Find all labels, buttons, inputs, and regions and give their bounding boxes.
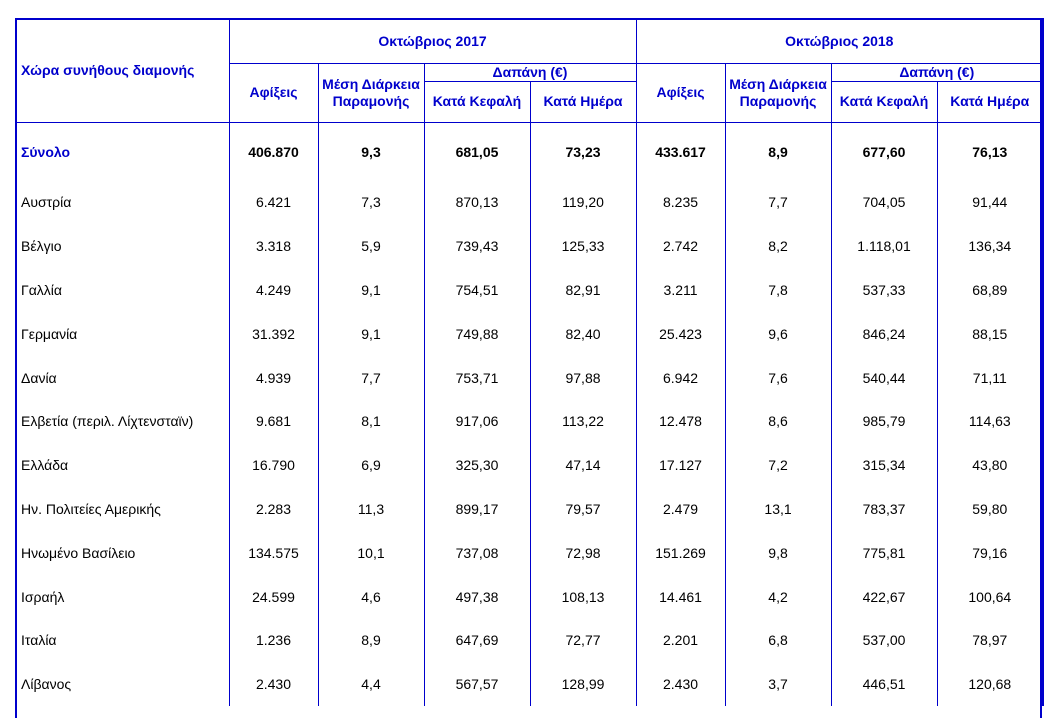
value-cell: 97,88 bbox=[530, 356, 636, 400]
value-cell: 422,67 bbox=[831, 575, 937, 619]
table-row bbox=[16, 662, 1043, 706]
tourism-table bbox=[15, 18, 1044, 706]
value-cell: 917,06 bbox=[424, 399, 530, 443]
value-cell: 91,44 bbox=[937, 181, 1043, 225]
value-cell: 3.211 bbox=[636, 268, 725, 312]
country-cell: Ελλάδα bbox=[16, 443, 229, 487]
value-cell: 2.283 bbox=[229, 487, 318, 531]
value-cell: 8,1 bbox=[318, 399, 424, 443]
value-cell: 113,22 bbox=[530, 399, 636, 443]
value-cell: 7,3 bbox=[318, 181, 424, 225]
value-cell: 47,14 bbox=[530, 443, 636, 487]
country-cell: Αυστρία bbox=[16, 181, 229, 225]
value-cell: 4.939 bbox=[229, 356, 318, 400]
value-cell: 136,34 bbox=[937, 224, 1043, 268]
value-cell: 120,68 bbox=[937, 662, 1043, 706]
value-cell: 446,51 bbox=[831, 662, 937, 706]
value-cell: 151.269 bbox=[636, 531, 725, 575]
value-cell: 82,40 bbox=[530, 312, 636, 356]
value-cell: 114,63 bbox=[937, 399, 1043, 443]
value-cell: 12.478 bbox=[636, 399, 725, 443]
table-row bbox=[16, 268, 1043, 312]
country-cell: Ηνωμένο Βασίλειο bbox=[16, 531, 229, 575]
value-cell: 79,57 bbox=[530, 487, 636, 531]
total-cell: 76,13 bbox=[937, 122, 1043, 181]
value-cell: 13,1 bbox=[725, 487, 831, 531]
value-cell: 7,2 bbox=[725, 443, 831, 487]
value-cell: 3.318 bbox=[229, 224, 318, 268]
value-cell: 25.423 bbox=[636, 312, 725, 356]
value-cell: 6,9 bbox=[318, 443, 424, 487]
value-cell: 31.392 bbox=[229, 312, 318, 356]
total-label: Σύνολο bbox=[16, 122, 229, 181]
value-cell: 7,7 bbox=[318, 356, 424, 400]
country-cell: Ισραήλ bbox=[16, 575, 229, 619]
value-cell: 9.681 bbox=[229, 399, 318, 443]
value-cell: 108,13 bbox=[530, 575, 636, 619]
table-row bbox=[16, 618, 1043, 662]
value-cell: 68,89 bbox=[937, 268, 1043, 312]
value-cell: 88,15 bbox=[937, 312, 1043, 356]
value-cell: 16.790 bbox=[229, 443, 318, 487]
value-cell: 9,1 bbox=[318, 312, 424, 356]
value-cell: 11,3 bbox=[318, 487, 424, 531]
value-cell: 3,7 bbox=[725, 662, 831, 706]
value-cell: 71,11 bbox=[937, 356, 1043, 400]
value-cell: 739,43 bbox=[424, 224, 530, 268]
value-cell: 1.236 bbox=[229, 618, 318, 662]
value-cell: 7,7 bbox=[725, 181, 831, 225]
country-cell: Βέλγιο bbox=[16, 224, 229, 268]
value-cell: 737,08 bbox=[424, 531, 530, 575]
total-cell: 73,23 bbox=[530, 122, 636, 181]
table-row bbox=[16, 181, 1043, 225]
value-cell: 4.249 bbox=[229, 268, 318, 312]
value-cell: 2.430 bbox=[636, 662, 725, 706]
value-cell: 775,81 bbox=[831, 531, 937, 575]
value-cell: 5,9 bbox=[318, 224, 424, 268]
value-cell: 537,00 bbox=[831, 618, 937, 662]
value-cell: 10,1 bbox=[318, 531, 424, 575]
total-cell: 433.617 bbox=[636, 122, 725, 181]
value-cell: 4,2 bbox=[725, 575, 831, 619]
value-cell: 497,38 bbox=[424, 575, 530, 619]
value-cell: 567,57 bbox=[424, 662, 530, 706]
country-column-header: Χώρα συνήθους διαμονής bbox=[16, 19, 229, 122]
value-cell: 14.461 bbox=[636, 575, 725, 619]
value-cell: 9,1 bbox=[318, 268, 424, 312]
value-cell: 78,97 bbox=[937, 618, 1043, 662]
value-cell: 870,13 bbox=[424, 181, 530, 225]
value-cell: 82,91 bbox=[530, 268, 636, 312]
spending-2018-header: Δαπάνη (€) bbox=[831, 63, 1043, 81]
value-cell: 43,80 bbox=[937, 443, 1043, 487]
country-cell: Ην. Πολιτείες Αμερικής bbox=[16, 487, 229, 531]
table-row bbox=[16, 531, 1043, 575]
value-cell: 17.127 bbox=[636, 443, 725, 487]
spending-2017-header: Δαπάνη (€) bbox=[424, 63, 636, 81]
per-head-2018-header: Κατά Κεφαλή bbox=[831, 81, 937, 122]
table-row bbox=[16, 443, 1043, 487]
value-cell: 753,71 bbox=[424, 356, 530, 400]
value-cell: 8.235 bbox=[636, 181, 725, 225]
country-cell: Γαλλία bbox=[16, 268, 229, 312]
total-cell: 8,9 bbox=[725, 122, 831, 181]
value-cell: 325,30 bbox=[424, 443, 530, 487]
value-cell: 704,05 bbox=[831, 181, 937, 225]
value-cell: 4,4 bbox=[318, 662, 424, 706]
value-cell: 125,33 bbox=[530, 224, 636, 268]
value-cell: 540,44 bbox=[831, 356, 937, 400]
value-cell: 1.118,01 bbox=[831, 224, 937, 268]
per-day-2017-header: Κατά Ημέρα bbox=[530, 81, 636, 122]
value-cell: 79,16 bbox=[937, 531, 1043, 575]
value-cell: 72,77 bbox=[530, 618, 636, 662]
table-row bbox=[16, 224, 1043, 268]
value-cell: 7,8 bbox=[725, 268, 831, 312]
value-cell: 8,9 bbox=[318, 618, 424, 662]
value-cell: 8,2 bbox=[725, 224, 831, 268]
country-cell: Δανία bbox=[16, 356, 229, 400]
table-row bbox=[16, 487, 1043, 531]
value-cell: 8,6 bbox=[725, 399, 831, 443]
per-day-2018-header: Κατά Ημέρα bbox=[937, 81, 1043, 122]
country-cell: Ελβετία (περιλ. Λίχτενσταϊν) bbox=[16, 399, 229, 443]
table-row bbox=[16, 356, 1043, 400]
value-cell: 899,17 bbox=[424, 487, 530, 531]
country-cell: Ιταλία bbox=[16, 618, 229, 662]
country-cell: Λίβανος bbox=[16, 662, 229, 706]
value-cell: 2.742 bbox=[636, 224, 725, 268]
value-cell: 846,24 bbox=[831, 312, 937, 356]
value-cell: 749,88 bbox=[424, 312, 530, 356]
value-cell: 24.599 bbox=[229, 575, 318, 619]
value-cell: 783,37 bbox=[831, 487, 937, 531]
value-cell: 2.201 bbox=[636, 618, 725, 662]
value-cell: 6,8 bbox=[725, 618, 831, 662]
per-head-2017-header: Κατά Κεφαλή bbox=[424, 81, 530, 122]
value-cell: 2.430 bbox=[229, 662, 318, 706]
table-row bbox=[16, 575, 1043, 619]
arrivals-2018-header: Αφίξεις bbox=[636, 63, 725, 122]
period-2017-header: Οκτώβριος 2017 bbox=[229, 19, 636, 63]
table-row bbox=[16, 312, 1043, 356]
table-row bbox=[16, 399, 1043, 443]
avg-stay-2018-header: Μέση Διάρκεια Παραμονής bbox=[725, 63, 831, 122]
arrivals-2017-header: Αφίξεις bbox=[229, 63, 318, 122]
value-cell: 9,8 bbox=[725, 531, 831, 575]
value-cell: 119,20 bbox=[530, 181, 636, 225]
value-cell: 985,79 bbox=[831, 399, 937, 443]
value-cell: 9,6 bbox=[725, 312, 831, 356]
period-2018-header: Οκτώβριος 2018 bbox=[636, 19, 1043, 63]
value-cell: 647,69 bbox=[424, 618, 530, 662]
value-cell: 128,99 bbox=[530, 662, 636, 706]
total-cell: 406.870 bbox=[229, 122, 318, 181]
value-cell: 59,80 bbox=[937, 487, 1043, 531]
value-cell: 315,34 bbox=[831, 443, 937, 487]
value-cell: 4,6 bbox=[318, 575, 424, 619]
value-cell: 134.575 bbox=[229, 531, 318, 575]
value-cell: 100,64 bbox=[937, 575, 1043, 619]
value-cell: 537,33 bbox=[831, 268, 937, 312]
value-cell: 6.942 bbox=[636, 356, 725, 400]
value-cell: 72,98 bbox=[530, 531, 636, 575]
total-row bbox=[16, 122, 1043, 181]
value-cell: 6.421 bbox=[229, 181, 318, 225]
value-cell: 7,6 bbox=[725, 356, 831, 400]
value-cell: 754,51 bbox=[424, 268, 530, 312]
total-cell: 681,05 bbox=[424, 122, 530, 181]
value-cell: 2.479 bbox=[636, 487, 725, 531]
country-cell: Γερμανία bbox=[16, 312, 229, 356]
avg-stay-2017-header: Μέση Διάρκεια Παραμονής bbox=[318, 63, 424, 122]
total-cell: 9,3 bbox=[318, 122, 424, 181]
total-cell: 677,60 bbox=[831, 122, 937, 181]
